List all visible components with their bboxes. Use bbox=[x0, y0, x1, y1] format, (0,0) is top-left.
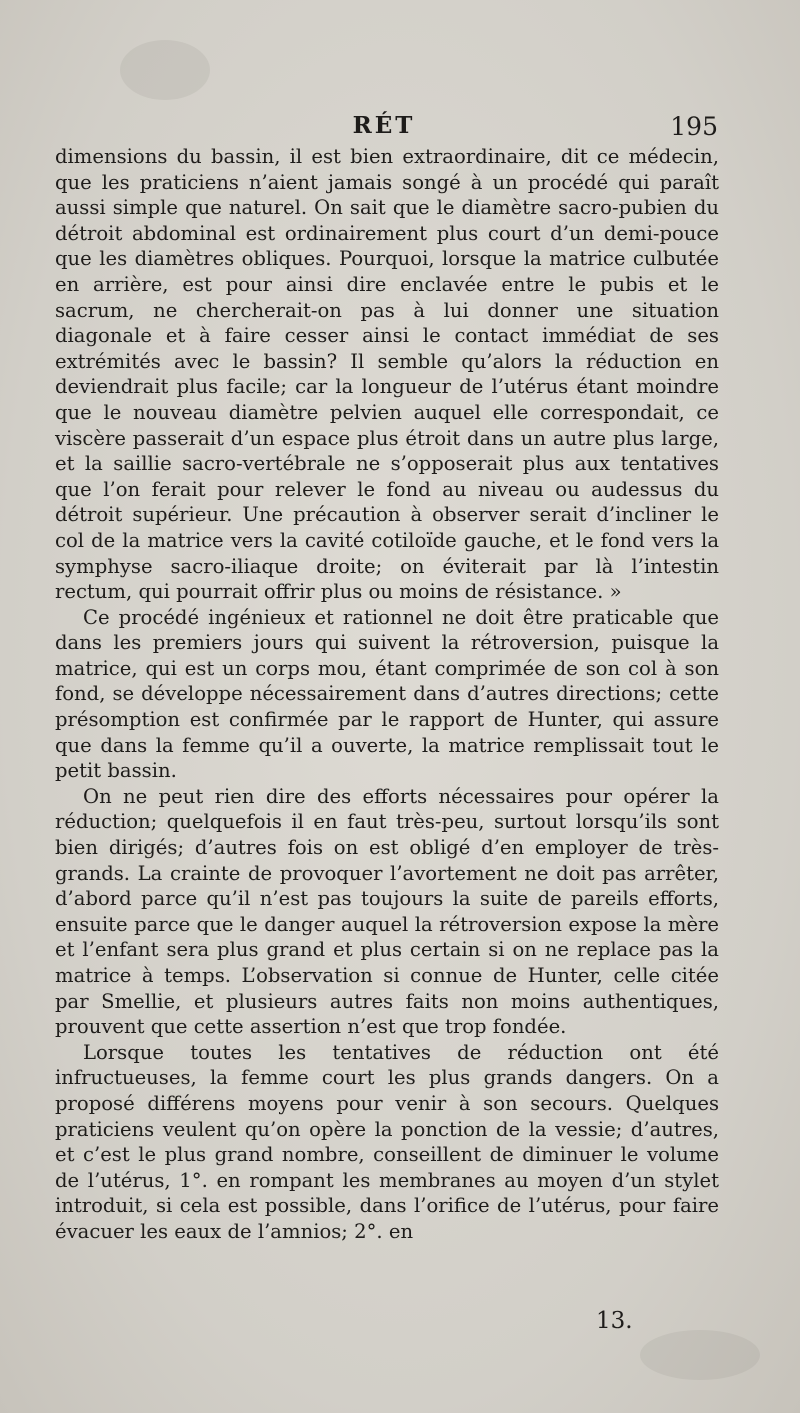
paper-stain bbox=[120, 40, 210, 100]
paragraph: Ce procédé ingénieux et rationnel ne doit être praticable que dans les premiers jours qui suivent la rétroversion, puisque la matrice, qui est un corps mou, étant comprimée de son col à son fond, se développe nécessairement dans d’autres directions; cette présomption est confirmée par le rapport de Hunter, qui assure que dans la femme qu’il a ouverte, la matrice remplissait tout le petit bassin. bbox=[55, 605, 719, 783]
body-text bbox=[55, 144, 719, 1245]
running-head: RÉT bbox=[352, 112, 416, 139]
paragraph: On ne peut rien dire des efforts nécessaires pour opérer la réduction; quelquefois il en faut très-peu, surtout lorsqu’ils sont bien dirigés; d’autres fois on est obligé d’en employer de très-grands. La crainte de provoquer l’avortement ne doit pas arrêter, d’abord parce qu’il n’est pas toujours la suite de pareils efforts, ensuite parce que le danger auquel la rétroversion expose la mère et l’enfant sera plus grand et plus certain si on ne replace pas la matrice à temps. L’observation si connue de Hunter, celle citée par Smellie, et plusieurs autres faits non moins authentiques, prouvent que cette assertion n’est que trop fondée. bbox=[55, 784, 719, 1039]
page-number: 195 bbox=[670, 112, 718, 141]
paragraph: Lorsque toutes les tentatives de réduction ont été infructueuses, la femme court les plus grands dangers. On a proposé différens moyens pour venir à son secours. Quelques praticiens veulent qu’on opère la ponction de la vessie; d’autres, et c’est le plus grand nombre, conseillent de diminuer le volume de l’utérus, 1°. en rompant les membranes au moyen d’un stylet introduit, si cela est possible, dans l’orifice de l’utérus, pour faire évacuer les eaux de l’amnios; 2°. en bbox=[55, 1040, 719, 1243]
page-header bbox=[50, 112, 718, 146]
paragraph: dimensions du bassin, il est bien extraordinaire, dit ce médecin, que les praticiens n’aient jamais songé à un procédé qui paraît aussi simple que naturel. On sait que le diamètre sacro-pubien du détroit abdominal est ordinairement plus court d’un demi-pouce que les diamètres obliques. Pourquoi, lorsque la matrice culbutée en arrière, est pour ainsi dire enclavée entre le pubis et le sacrum, ne chercherait-on pas à lui donner une situation diagonale et à faire cesser ainsi le contact immédiat de ses extrémités avec le bassin? Il semble qu’alors la réduction en deviendrait plus facile; car la longueur de l’utérus étant moindre que le nouveau diamètre pelvien auquel elle correspondait, ce viscère passerait d’un espace plus étroit dans un autre plus large, et la saillie sacro-vertébrale ne s’opposerait plus aux tentatives que l’on ferait pour relever le fond au niveau ou audessus du détroit supérieur. Une précaution à observer serait d’incliner le col de la matrice vers la cavité cotiloïde gauche, et le fond vers la symphyse sacro-iliaque droite; on éviterait par là l’intestin rectum, qui pourrait offrir plus ou moins de résistance. » bbox=[55, 145, 719, 604]
paper-stain bbox=[640, 1330, 760, 1380]
signature-mark: 13. bbox=[596, 1308, 633, 1334]
